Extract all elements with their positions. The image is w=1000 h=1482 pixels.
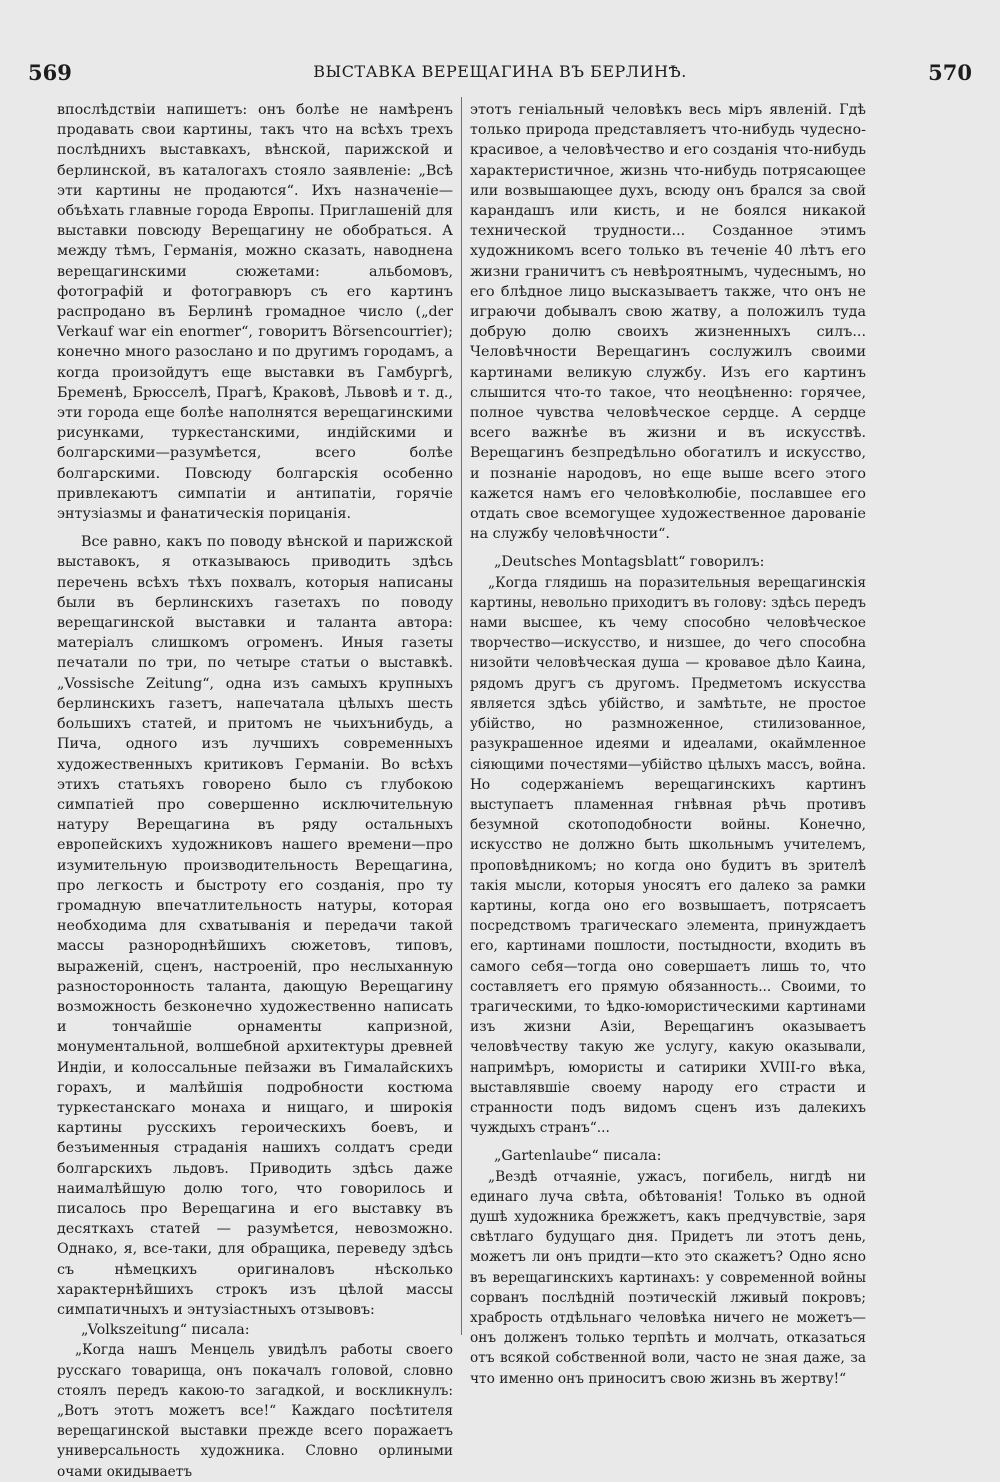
paragraph: впослѣдствіи напишетъ: онъ болѣе не намѣренъ продавать свои картины, такъ что на всѣхъ трехъ послѣднихъ выставкахъ, вѣнской, парижской и берлинской, въ каталогахъ стояло заявленіе: „Всѣ эти картины не продаются“. Ихъ назначеніе—объѣхать главные города Европы. Приглашеній для выставки повсюду Верещагину не обобраться. А между тѣмъ, Германія, можно сказать, наводнена верещагинскими сюжетами: альбомовъ, фотографій и фотогравюръ съ его картинъ распродано въ Берлинѣ громадное число („der Verkauf war ein enormer“, говоритъ Börsencourrier); конечно много разослано и по другимъ городамъ, а когда произойдутъ еще выставки въ Гамбургѣ, Бременѣ, Брюсселѣ, Прагѣ, Краковѣ, Львовѣ и т. д., эти города еще болѣе наполнятся верещагинскими рисунками, туркестанскими, индійскими и болгарскими—разумѣется, всего болѣе болгарскими. Повсюду болгарскія особенно привлекаютъ симпатіи и антипатіи, горячіе энтузіазмы и фанатическія порицанія. bbox=[57, 102, 453, 523]
quote-source: „Gartenlaube“ писала: bbox=[494, 1148, 662, 1165]
quote-source: „Deutsches Montagsblatt“ говорилъ: bbox=[494, 554, 765, 571]
right-column bbox=[470, 100, 866, 1389]
running-title: ВЫСТАВКА ВЕРЕЩАГИНА ВЪ БЕРЛИНѢ. bbox=[313, 62, 687, 81]
quote-text: „Когда глядишь на поразительныя верещагинскія картины, невольно приходитъ въ голову: здѣсь передъ нами высшее, къ чему способно человѣческое творчество—искусство, и низшее, до чего способна низойти человѣческая душа — кровавое дѣло Каина, рядомъ другъ съ другомъ. Предметомъ искусства является здѣсь убійство, и замѣтьте, не простое убійство, но размноженное, стилизованное, разукрашенное идеями и идеалами, окаймленное сіяющими почестями—убійство цѣлыхъ массъ, война. Но содержаніемъ верещагинскихъ картинъ выступаетъ пламенная гнѣвная рѣчь противъ безумной скотоподобности войны. Конечно, искусство не должно быть школьнымъ учителемъ, проповѣдникомъ; но когда оно будитъ въ зрителѣ такія мысли, которыя уносятъ его далеко за рамки картины, когда оно его возвышаетъ, потрясаетъ посредствомъ трагическаго элемента, принуждаетъ его, картинами пошлости, постыдности, входить въ самого себя—тогда оно совершаетъ лишь то, что составляетъ его прямую обязанность... Своими, то трагическими, то ѣдко-юмористическими картинами изъ жизни Азіи, Верещагинъ оказываетъ человѣчеству такую же услугу, какую оказывали, напримѣръ, юмористы и сатирики XVIII-го вѣка, выставлявшіе своему народу его страсти и странности подъ видомъ сценъ изъ далекихъ чуждыхъ странъ“... bbox=[470, 574, 866, 1137]
quote-text: „Вездѣ отчаяніе, ужасъ, погибель, нигдѣ ни единаго луча свѣта, обѣтованія! Только въ одной душѣ художника брежжетъ, какъ предчувствіе, заря свѣтлаго будущаго дня. Придетъ ли этотъ день, можетъ ли онъ придти—кто это скажетъ? Одно ясно въ верещагинскихъ картинахъ: у современной войны сорванъ послѣдній поэтическій лживый покровъ; храбрость отдѣльнаго человѣка ничего не можетъ—онъ долженъ только терпѣть и молчать, отказаться отъ всякой собственной воли, часто не зная даже, за что именно онъ приноситъ свою жизнь въ жертву!“ bbox=[470, 1168, 866, 1387]
quote-source: „Volkszeitung“ писала: bbox=[81, 1322, 250, 1339]
quote-text: „Когда нашъ Менцель увидѣлъ работы своего русскаго товарища, онъ покачалъ головой, словно стоялъ передъ какою-то загадкой, и воскликнулъ: „Вотъ этотъ можетъ все!“ Каждаго посѣтителя верещагинской выставки прежде всего поражаетъ универсальность художника. Словно орлиными очами окидываетъ bbox=[57, 1342, 453, 1480]
column-divider bbox=[461, 97, 462, 1335]
page-number-right: 570 bbox=[928, 60, 972, 85]
page-header bbox=[28, 56, 972, 86]
paragraph: Все равно, какъ по поводу вѣнской и парижской выставокъ, я отказываюсь приводить здѣсь перечень всѣхъ тѣхъ похвалъ, которыя написаны были въ берлинскихъ газетахъ по поводу верещагинской выставки и таланта автора: матеріалъ слишкомъ огроменъ. Иныя газеты печатали по три, по четыре статьи о выставкѣ. „Vossische Zeitung“, одна изъ самыхъ крупныхъ берлинскихъ газетъ, напечатала цѣлыхъ шесть большихъ статей, и притомъ не чьихънибудь, а Пича, одного изъ лучшихъ современныхъ художественныхъ критиковъ Германіи. Во всѣхъ этихъ статьяхъ говорено было съ глубокою симпатіей про совершенно исключительную натуру Верещагина въ ряду остальныхъ европейскихъ художниковъ нашего времени—про изумительную производительность Верещагина, про легкость и быстроту его созданія, про ту громадную впечатлительность натуры, которая необходима для схватыванія и передачи такой массы разнороднѣйшихъ сюжетовъ, типовъ, выраженій, сценъ, настроеній, про неслыханную разносторонность таланта, дающую Верещагину возможность безконечно художественно написать и тончайшіе орнаменты капризной, монументальной, волшебной архитектуры древней Индіи, и колоссальные пейзажи въ Гималайскихъ горахъ, и малѣйшія подробности костюма туркестанскаго монаха и нищаго, и широкія картины русскихъ героическихъ боевъ, и безъименныя страданія нашихъ солдатъ среди болгарскихъ льдовъ. Приводить здѣсь даже наималѣйшую долю того, что говорилось и писалось про Верещагина и его выставку въ десяткахъ статей — разумѣется, невозможно. Однако, я, все-таки, для обращика, переведу здѣсь съ нѣмецкихъ оригиналовъ нѣсколько характернѣйшихъ строкъ изъ цѣлой массы симпатичныхъ и энтузіастныхъ отзывовъ: bbox=[57, 534, 453, 1318]
quote-text: этотъ геніальный человѣкъ весь міръ явленій. Гдѣ только природа представляетъ что-нибудь чудесно-красивое, а человѣчество и его созданія что-нибудь характеристичное, жизнь что-нибудь потрясающее или возвышающее духъ, всюду онъ брался за свой карандашъ или кисть, и не боялся никакой технической трудности... Созданное этимъ художникомъ всего только въ теченіе 40 лѣтъ его жизни граничитъ съ невѣроятнымъ, чудеснымъ, но его блѣдное лицо высказываетъ также, что онъ не играючи добывалъ свою жатву, а положилъ туда добрую долю своихъ жизненныхъ силъ... Человѣчности Верещагинъ сослужилъ своими картинами великую службу. Изъ его картинъ слышится что-то такое, что неоцѣненно: горячее, полное чувства человѣческое сердце. А сердце всего важнѣе въ жизни и въ искусствѣ. Верещагинъ безпредѣльно обогатилъ и искусство, и познаніе народовъ, но еще выше всего этого кажется намъ его человѣколюбіе, пославшее его отдать свое всемогущее художественное дарованіе на службу человѣчности“. bbox=[470, 102, 866, 543]
page-number-left: 569 bbox=[28, 60, 72, 85]
left-column bbox=[57, 100, 453, 1482]
